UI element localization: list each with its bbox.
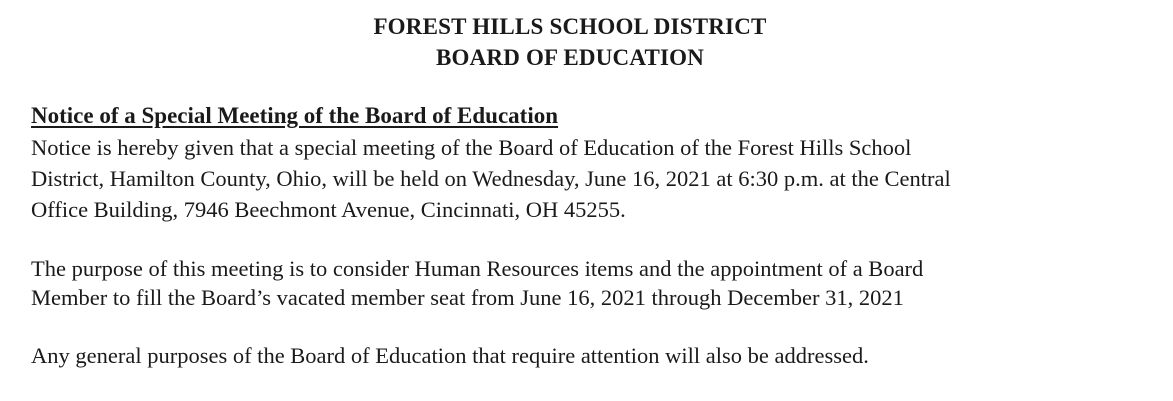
notice-title: Notice of a Special Meeting of the Board of Education xyxy=(31,103,559,128)
paragraph-1-line-1: Notice is hereby given that a special meeting of the Board of Education of the Forest Hills School xyxy=(31,135,912,160)
paragraph-1-line-2: District, Hamilton County, Ohio, will be held on Wednesday, June 16, 2021 at 6:30 p.m. at the Central xyxy=(31,166,951,191)
board-name-heading: BOARD OF EDUCATION xyxy=(435,45,705,70)
district-name-heading: FOREST HILLS SCHOOL DISTRICT xyxy=(373,14,767,39)
paragraph-1-line-3: Office Building, 7946 Beechmont Avenue, Cincinnati, OH 45255. xyxy=(31,197,626,222)
paragraph-3-line-1: Any general purposes of the Board of Education that require attention will also be addressed. xyxy=(31,343,869,368)
paragraph-2-line-2: Member to fill the Board’s vacated member seat from June 16, 2021 through December 31, 2021 xyxy=(31,285,904,310)
paragraph-2-line-1: The purpose of this meeting is to consider Human Resources items and the appointment of a Board xyxy=(31,256,924,281)
